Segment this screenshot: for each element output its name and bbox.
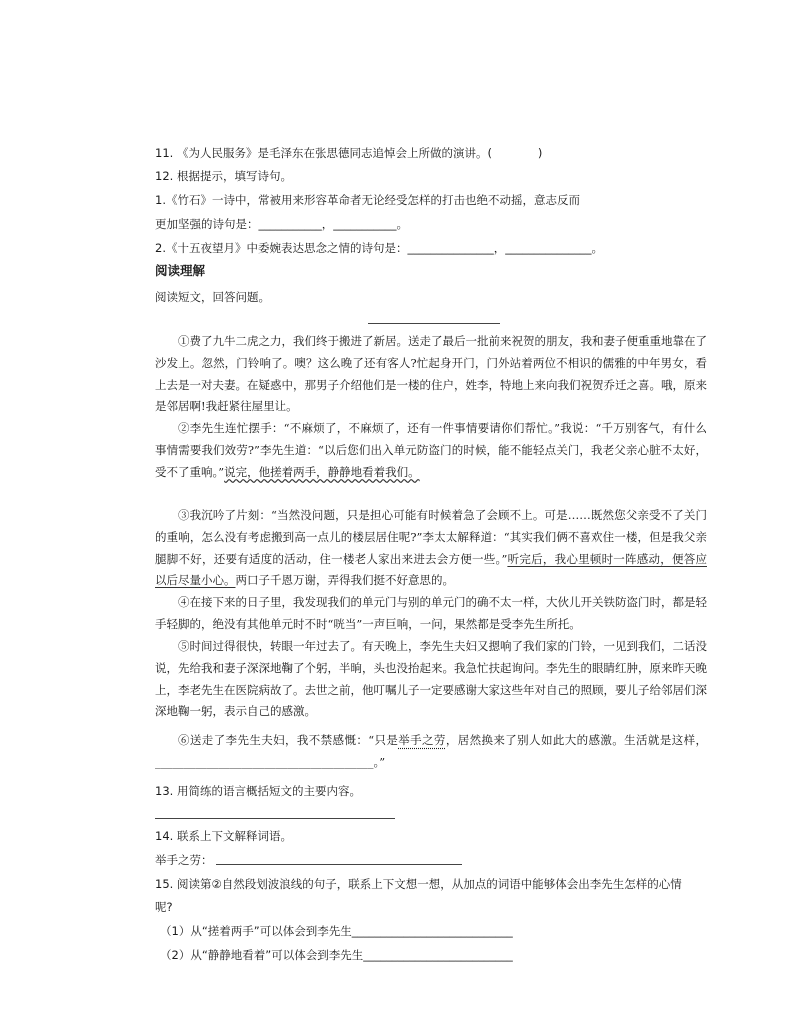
question-12: 12. 根据提示，填写诗句。 xyxy=(155,169,292,183)
paragraph-4: ④在接下来的日子里，我发现我们的单元门与别的单元门的确不太一样，大伙儿开关铁防盗门时，都是轻手轻脚的，绝没有其他单元时不时“咣当”一声巨响，一问，果然都是受李先生所托。 xyxy=(155,595,707,631)
question-15-line-2: 呢? xyxy=(155,900,173,914)
question-14: 14. 联系上下文解释词语。 xyxy=(155,829,292,843)
paragraph-2-text: ②李先生连忙摆手：“不麻烦了，不麻烦了，还有一件事情要请你们帮忙。”我说：“千万别客气，有什么事情需要我们效劳?”李先生道：“以后您们出入单元防盗门的时候，能不能轻点关门，我老父亲心脏不太好，受不了重响。” xyxy=(155,421,707,479)
title-blank-line xyxy=(368,323,500,324)
question-15-part-2: （2）从“静静地看着”可以体会到李先生__________________________ xyxy=(160,948,513,962)
paragraph-5: ⑤时间过得很快，转眼一年过去了。有天晚上，李先生夫妇又摁响了我们家的门铃，一见到我们，二话没说，先给我和妻子深深地鞠了个躬，半晌，头也没抬起来。我急忙扶起询问。李先生的眼睛红肿，原来昨天晚上，李老先生在医院病故了。去世之前，他叮嘱儿子一定要感谢大家这些年对自己的照顾，要儿子给邻居们深深地鞠一躬，表示自己的感激。 xyxy=(155,639,707,719)
paragraph-6 xyxy=(155,730,707,774)
paragraph-3-text: ③我沉吟了片刻：“当然没问题，只是担心可能有时候着急了会顾不上。可是……既然您父亲受不了关门的重响，怎么没有考虑搬到高一点儿的楼层居住呢?”李太太解释道：“其实我们俩不喜欢住一楼，但是我父亲腿脚不好，还要有适度的活动，住一楼老人家出来进去会方便一些。” xyxy=(155,508,707,566)
reading-section-title: 阅读理解 xyxy=(155,263,206,278)
paragraph-3-text-end: 两口子千恩万谢，弄得我们挺不好意思的。 xyxy=(235,573,454,588)
question-14-label: 举手之劳： xyxy=(155,853,213,867)
paragraph-6-text-2: ，居然换来了别人如此大的感激。生活就是这样， xyxy=(445,733,707,747)
paragraph-6-end: 。” xyxy=(373,754,386,769)
paragraph-6-text: ⑥送走了李先生夫妇，我不禁感慨：“只是 xyxy=(178,733,399,747)
paragraph-3 xyxy=(155,505,707,592)
question-11: 11. 《为人民服务》是毛泽东在张思德同志追悼会上所做的演讲。( ) xyxy=(155,146,543,160)
wavy-underlined-sentence: 说完，他搓着两手，静静地看着我们。 xyxy=(224,464,420,479)
question-15-line-1: 15. 阅读第②自然段划波浪线的句子，联系上下文想一想，从加点的词语中能够体会出李先生怎样的心情 xyxy=(155,877,682,891)
paragraph-2 xyxy=(155,418,707,483)
question-15-part-1: （1）从“搓着两手”可以体会到李先生____________________________ xyxy=(160,924,513,938)
question-14-answer-line xyxy=(216,864,462,865)
paragraph-1: ①费了九牛二虎之力，我们终于搬进了新居。送走了最后一批前来祝贺的朋友，我和妻子便重重地靠在了沙发上。忽然，门铃响了。噢？这么晚了还有客人?忙起身开门，门外站着两位不相识的儒雅的中年男女，看上去是一对夫妻。在疑惑中，那男子介绍他们是一楼的住户，姓李，特地上来向我们祝贺乔迁之喜。哦，原来是邻居啊!我赶紧往屋里让。 xyxy=(155,334,707,414)
question-12-2: 2.《十五夜望月》中委婉表达思念之情的诗句是：_______________，_______________。 xyxy=(155,241,603,255)
underlined-sentence: 听完后，我心里顿时一阵感动，便答应以后尽量小心。 xyxy=(155,551,707,588)
paragraph-6-blank: ______________________________________ xyxy=(155,754,374,769)
reading-instruction: 阅读短文，回答问题。 xyxy=(155,290,270,304)
question-13-answer-line xyxy=(155,818,395,819)
dotted-emphasis-word: 举手之劳 xyxy=(398,733,446,747)
question-12-1-line-2: 更加坚强的诗句是：___________，___________。 xyxy=(155,217,408,231)
question-12-1-line-1: 1.《竹石》一诗中，常被用来形容革命者无论经受怎样的打击也绝不动摇，意志反而 xyxy=(155,193,580,207)
question-13: 13. 用简练的语言概括短文的主要内容。 xyxy=(155,784,361,798)
